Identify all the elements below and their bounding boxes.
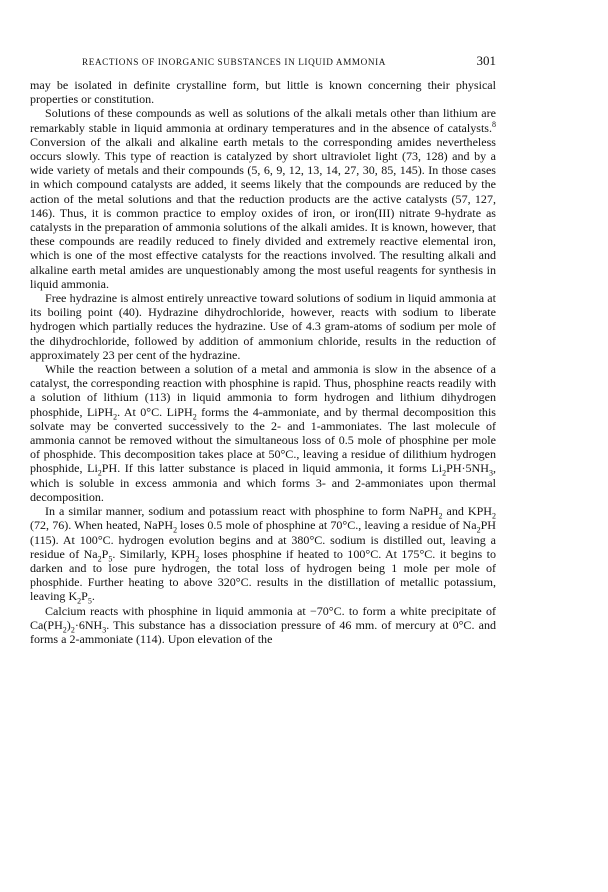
page-header — [30, 52, 496, 78]
paragraph: In a similar manner, sodium and potassium react with phosphine to form NaPH$_2$ and $KPH_2$ (72, 76). When heated, NaPH$_2$ loses 0.5 mole of phosphine at 70°C., leaving a residue of $Na_2PH$ (115). At 100°C. hydrogen evolution begins and at 380°C. sodium is distilled out, leaving a residue of $Na_2P_5$. Similarly, $KPH_2$ loses phosphine if heated to 100°C. At 175°C. it begins to darken and to lose pure hydrogen, the total loss of hydrogen being 1 mole per mole of phosphide. Further heating to above 320°C. results in the distillation of metallic potassium, leaving $K_2P_5$. — [30, 504, 496, 606]
body-text — [30, 78, 496, 646]
paragraph: While the reaction between a solution of a metal and ammonia is slow in the absence of a catalyst, the corresponding reaction with phosphine is rapid. Thus, phosphine reacts readily with a solution of lithium (113) in liquid ammonia to form hydrogen and lithium dihydrogen phosphide, LiPH$_2$. At 0°C. LiPH$_2$ forms the 4-ammoniate, and by thermal decomposition this solvate may be converted successively to the 2- and 1-ammoniates. The last molecule of ammonia cannot be removed without the simultaneous loss of 0.5 mole of phosphine per mole of phosphide. This decomposition takes place at 50°C., leaving a residue of dilithium hydrogen phosphide, $Li_2PH$. If this latter substance is placed in liquid ammonia, it forms $Li_2PH\cdot 5NH_3$, which is soluble in excess ammonia and which forms 3- and 2-ammoniates upon thermal decomposition. — [30, 362, 496, 504]
running-title: REACTIONS OF INORGANIC SUBSTANCES IN LIQUID AMMONIA — [82, 57, 386, 67]
page-number: 301 — [476, 53, 496, 68]
paragraph: Calcium reacts with phosphine in liquid ammonia at −70°C. to form a white precipitate of $Ca(PH_2)_2\cdot 6NH_3$. This substance has a dissociation pressure of 46 mm. of mercury at 0°C. and forms a 2-ammoniate (114). Upon elevation of the — [30, 603, 496, 646]
document-page — [30, 52, 496, 646]
paragraph: may be isolated in definite crystalline form, but little is known concerning their physical properties or constitution. — [30, 78, 496, 107]
paragraph: Solutions of these compounds as well as solutions of the alkali metals other than lithium are remarkably stable in liquid ammonia at ordinary temperatures and in the absence of catalysts.$^8$ Conversion of the alkali and alkaline earth metals to the corresponding amides nevertheless occurs slowly. This type of reaction is catalyzed by short ultraviolet light (73, 128) and by a wide variety of metals and their compounds (5, 6, 9, 12, 13, 14, 27, 30, 85, 145). In those cases in which compound catalysts are added, it seems likely that the compounds are reduced by the action of the metal solutions and that the reduction products are the active catalysts (57, 127, 146). Thus, it is common practice to employ oxides of iron, or iron(III) nitrate 9-hydrate as catalysts in the preparation of ammonia solutions of the alkali amides. It is known, however, that these compounds are readily reduced to finely divided and extremely reactive elemental iron, which is one of the most effective catalysts for the reactions involved. The resulting alkali and alkaline earth metal amides are unquestionably among the most useful reagents for synthesis in liquid ammonia. — [30, 106, 496, 291]
paragraph: Free hydrazine is almost entirely unreactive toward solutions of sodium in liquid ammonia at its boiling point (40). Hydrazine dihydrochloride, however, reacts with sodium to liberate hydrogen which partially reduces the hydrazine. Use of 4.3 gram-atoms of sodium per mole of the dihydrochloride, followed by addition of ammonium chloride, results in the reduction of approximately 23 per cent of the hydrazine. — [30, 291, 496, 362]
